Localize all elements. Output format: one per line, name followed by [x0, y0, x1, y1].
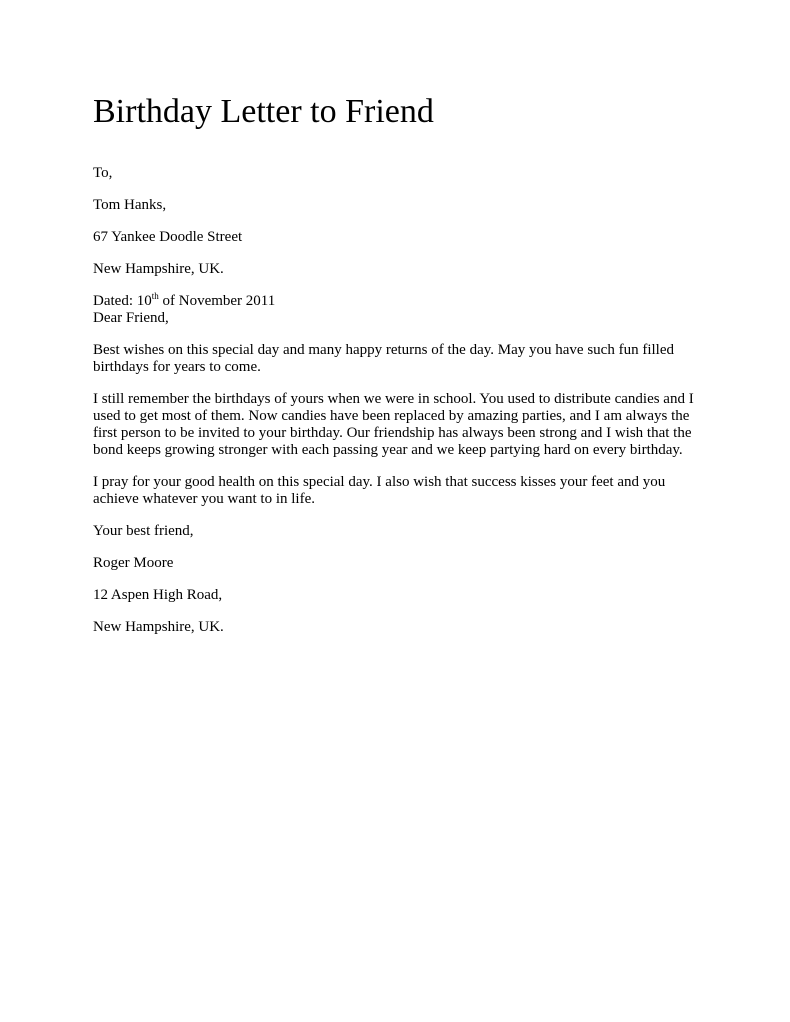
recipient-city: New Hampshire, UK. — [93, 261, 224, 277]
recipient-to-label: To, — [93, 165, 113, 181]
closing-signoff: Your best friend, — [93, 523, 194, 539]
body-paragraph-1: Best wishes on this special day and many happy returns of the day. May you have such fun filled birthdays for years to come. — [93, 342, 674, 375]
date-rest: of November 2011 — [158, 293, 276, 309]
date-ordinal-suffix: th — [151, 291, 159, 301]
closing-city: New Hampshire, UK. — [93, 619, 224, 635]
closing-name: Roger Moore — [93, 555, 174, 571]
closing-street: 12 Aspen High Road, — [93, 587, 223, 603]
date-line — [93, 293, 275, 309]
recipient-name: Tom Hanks, — [93, 197, 167, 213]
date-prefix: Dated: 10 — [93, 293, 152, 309]
date-and-salutation-block — [93, 293, 694, 327]
salutation: Dear Friend, — [93, 310, 169, 326]
page-title: Birthday Letter to Friend — [93, 93, 434, 130]
body-paragraph-2: I still remember the birthdays of yours when we were in school. You used to distribute candies and I used to get most of them. Now candies have been replaced by amazing parties, and I am always the first person to be invited to your birthday. Our friendship has always been strong and I wish that the bond keeps growing stronger with each passing year and we keep partying hard on every birthday. — [93, 391, 694, 458]
recipient-street: 67 Yankee Doodle Street — [93, 229, 243, 245]
body-paragraph-3: I pray for your good health on this special day. I also wish that success kisses your feet and you achieve whatever you want to in life. — [93, 474, 666, 507]
